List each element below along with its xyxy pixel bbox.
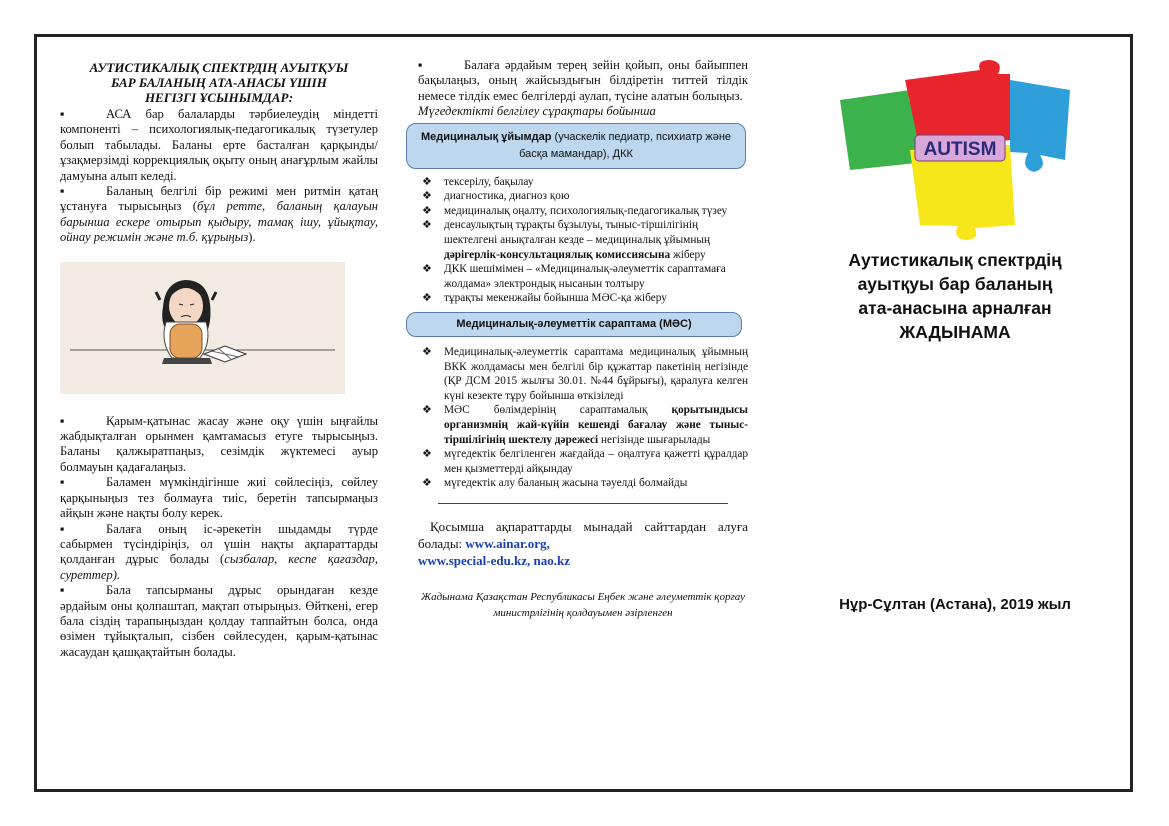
list-item bbox=[422, 291, 748, 306]
middle-column bbox=[418, 58, 748, 621]
title-line-1: Аутистикалық спектрдің bbox=[848, 250, 1062, 270]
diamond-bullet-icon: ❖ bbox=[422, 204, 432, 217]
list-item bbox=[422, 403, 748, 447]
title-line-2: ауытқуы бар баланың bbox=[857, 274, 1053, 294]
recommendation-3: ▪ Қарым-қатынас жасау және оқу үшін ыңғайлы жабдықталған орынмен қамтамасыз етуге тырысыңыз. Баланы қалжыратпаңыз, сезімдік жүктемесі ауыр болмауын қадағалаңыз. bbox=[60, 413, 378, 474]
list-item-text: мүгедектік алу баланың жасына тәуелді болмайды bbox=[444, 477, 688, 490]
support-note: Жадынама Қазақстан Республикасы Еңбек және әлеуметтік қорғау министрлігінің қолдауымен әзірленген bbox=[421, 590, 745, 619]
diamond-bullet-icon: ❖ bbox=[422, 292, 432, 305]
recommendation-2-italic: бұл ретте, баланың қалауын барынша ескере отырып қыдыру, тамақ ішу, ұйықтау, ойнау режимін және т.б. құрыңыз bbox=[60, 199, 378, 245]
mse-steps-list bbox=[418, 345, 748, 491]
medical-organizations-detail: (учаскелік педиатр, психиатр және басқа мамандар), ДКК bbox=[519, 130, 732, 160]
medical-organizations-box bbox=[406, 123, 746, 169]
diamond-bullet-icon: ❖ bbox=[422, 477, 432, 490]
recommendation-4-text: Баламен мүмкіндігінше жиі сөйлесіңіз, сөйлеу қарқыныңыз тез болмауға тиіс, беретін тапсырмаңыз айқын және нақты болу керек. bbox=[60, 475, 378, 521]
diamond-bullet-icon: ❖ bbox=[422, 219, 432, 232]
title-line-4: ЖАДЫНАМА bbox=[899, 322, 1011, 342]
list-item bbox=[422, 175, 748, 190]
heading-line-1: АУТИСТИКАЛЫҚ СПЕКТРДІҢ АУЫТҚУЫ bbox=[89, 60, 349, 75]
list-item bbox=[422, 204, 748, 219]
disability-question-label: Мүгедектікті белгілеу сұрақтары бойынша bbox=[418, 104, 656, 119]
recommendation-4: ▪ Баламен мүмкіндігінше жиі сөйлесіңіз, сөйлеу қарқыныңыз тез болмауға тиіс, беретін тапсырмаңыз айқын және нақты болу керек. bbox=[60, 475, 378, 521]
list-item-end: негізінде шығарылады bbox=[598, 433, 711, 446]
heading-line-2: БАР БАЛАНЫҢ АТА-АНАСЫ ҮШІН bbox=[111, 75, 327, 90]
medical-steps-list bbox=[418, 175, 748, 306]
sad-child-image bbox=[60, 262, 345, 394]
diamond-bullet-icon: ❖ bbox=[422, 345, 432, 358]
mse-title: Медициналық-әлеуметтік сараптама (МӘС) bbox=[456, 317, 692, 330]
recommendation-2-end: ). bbox=[248, 230, 256, 245]
list-item bbox=[422, 345, 748, 403]
autism-puzzle-logo bbox=[810, 60, 1100, 240]
recommendation-1: ▪ АСА бар балаларды тәрбиелеудің міндетті компоненті – психологиялық-педагогикалық түзетулер болып табылады. Баланы ерте басталған қарқынды/ ұзақмерзімді коррекциялық оқыту оның анағұрлым жайлы дамуына алып келеді. bbox=[60, 107, 378, 183]
list-item bbox=[422, 218, 748, 262]
observation-text: Балаға әрдайым терең зейін қойып, оны байыппен бақылаңыз, оның жайсыздығын білдіретін титтей тілдік немесе тілдік емес белгілерді аулап, түсіне алатын болыңыз. bbox=[418, 58, 748, 103]
recommendation-1-text: АСА бар балаларды тәрбиелеудің міндетті компоненті – психологиялық-педагогикалық түзетулер болып табылады. Баланы ерте басталған қарқынды/ ұзақмерзімді коррекциялық оқыту оның анағұрлым жайлы дамуына алып келеді. bbox=[60, 107, 378, 183]
list-item-text: МӘС бөлімдерінің сараптамалық bbox=[444, 404, 672, 417]
list-item bbox=[422, 262, 748, 291]
autism-logo-text: AUTISM bbox=[923, 139, 997, 160]
list-item-text: тұрақты мекенжайы бойынша МӘС-қа жіберу bbox=[444, 292, 667, 305]
recommendation-6: ▪ Бала тапсырманы дұрыс орындаған кезде әрдайым оны қолпаштап, мақтап отырыңыз. Өйткені, егер бала сіздің тарапыңыздан қолдау таппайтын болса, онда өзімен тұйықталып, сізбен сөйлесуден, қарым-қатынас жасаудан қашқақтайтын болады. bbox=[60, 583, 378, 659]
diamond-bullet-icon: ❖ bbox=[422, 175, 432, 188]
mse-box bbox=[406, 312, 742, 337]
list-item-end: жіберу bbox=[670, 248, 706, 261]
list-item-text: тексерілу, бақылау bbox=[444, 175, 534, 188]
recommendation-2-text: Баланың белгілі бір режимі мен ритмін қатаң ұстануға тырысыңыз ( bbox=[60, 184, 378, 214]
left-column bbox=[60, 60, 378, 660]
heading-line-3: НЕГІЗГІ ҰСЫНЫМДАР: bbox=[144, 90, 294, 105]
observation-paragraph: ▪ Балаға әрдайым терең зейін қойып, оны байыппен бақылаңыз, оның жайсыздығын білдіретін титтей тілдік немесе тілдік емес белгілерді аулап, түсіне алатын болыңыз. bbox=[418, 58, 748, 103]
right-column bbox=[790, 50, 1120, 613]
list-item-text: диагностика, диагноз қою bbox=[444, 190, 570, 203]
list-item-text: денсаулықтың тұрақты бұзылуы, тыныс-тіршілігінің шектелгені анықталған кезде – медициналық ұйымның bbox=[444, 219, 711, 246]
puzzle-icon bbox=[810, 60, 1100, 240]
divider bbox=[438, 503, 728, 504]
child-illustration bbox=[60, 262, 345, 394]
recommendation-3-text: Қарым-қатынас жасау және оқу үшін ыңғайлы жабдықталған орынмен қамтамасыз етуге тырысыңыз. Баланы қалжыратпаңыз, сезімдік жүктемесі ауыр болмауын қадағалаңыз. bbox=[60, 413, 378, 474]
diamond-bullet-icon: ❖ bbox=[422, 404, 432, 417]
recommendation-5-italic: сызбалар, кеспе қағаздар, суреттер). bbox=[60, 552, 378, 582]
more-info bbox=[418, 518, 748, 569]
recommendation-5: ▪ Балаға оның іс-әрекетін шыдамды түрде сабырмен түсіндіріңіз, ол үшін нақты ақпараттарды қолданған дұрыс болады (сызбалар, кеспе қағаздар, суреттер). bbox=[60, 521, 378, 582]
list-item-bold: дәрігерлік-консультациялық комиссиясына bbox=[444, 248, 671, 261]
list-item-text: Медициналық-әлеуметтік сараптама медициналық ұйымның ВКК жолдамасы мен белгілі бір құжаттар пакетінің негізінде (ҚР ДСМ 2015 жылғы 30.01. №44 бұйрығы), қаралуға келген күні кезекте тұру бойынша өткізіледі bbox=[444, 345, 748, 402]
link-ainar[interactable]: www.ainar.org, bbox=[465, 535, 550, 551]
recommendation-6-text: Бала тапсырманы дұрыс орындаған кезде әрдайым оны қолпаштап, мақтап отырыңыз. Өйткені, егер бала сіздің тарапыңыздан қолдау таппайтын болса, онда өзімен тұйықталып, сізбен сөйлесуден, қарым-қатынас жасаудан қашқақтайтын болады. bbox=[60, 583, 378, 659]
recommendation-5-text: Балаға оның іс-әрекетін шыдамды түрде сабырмен түсіндіріңіз, ол үшін нақты ақпараттарды қолданған дұрыс болады ( bbox=[60, 521, 378, 567]
disability-italic-line bbox=[418, 104, 748, 119]
list-item-text: мүгедектік белгіленген жағдайда – оңалтуға қажетті құралдар мен қызметтерді айқындау bbox=[444, 448, 748, 475]
list-item bbox=[422, 189, 748, 204]
diamond-bullet-icon: ❖ bbox=[422, 263, 432, 276]
list-item-bold: қорытындысы организмнің жай-күйін кешенді бағалау және тыныс-тіршілігінің шектелу дәрежесі bbox=[444, 404, 748, 446]
brochure-title bbox=[790, 248, 1120, 344]
recommendations-heading bbox=[60, 60, 378, 105]
diamond-bullet-icon: ❖ bbox=[422, 190, 432, 203]
city-year: Нұр-Сұлтан (Астана), 2019 жыл bbox=[839, 596, 1071, 613]
title-line-3: ата-анасына арналған bbox=[858, 298, 1052, 318]
more-info-text: Қосымша ақпараттарды мынадай сайттардан алуға болады: bbox=[418, 518, 748, 551]
medical-organizations-title: Медициналық ұйымдар bbox=[420, 130, 552, 143]
recommendation-2: ▪ Баланың белгілі бір режимі мен ритмін қатаң ұстануға тырысыңыз (бұл ретте, баланың қалауын барынша ескере отырып қыдыру, тамақ ішу, ұйықтау, ойнау режимін және т.б. құрыңыз). bbox=[60, 184, 378, 245]
list-item bbox=[422, 476, 748, 491]
list-item-text: ДКК шешімімен – «Медициналық-әлеуметтік сараптамаға жолдама» электрондық нысанын толтыру bbox=[444, 263, 726, 290]
list-item bbox=[422, 447, 748, 476]
list-item-text: медициналық оңалту, психологиялық-педагогикалық түзеу bbox=[444, 204, 728, 217]
diamond-bullet-icon: ❖ bbox=[422, 448, 432, 461]
link-special-edu[interactable]: www.special-edu.kz, nao.kz bbox=[418, 552, 571, 568]
